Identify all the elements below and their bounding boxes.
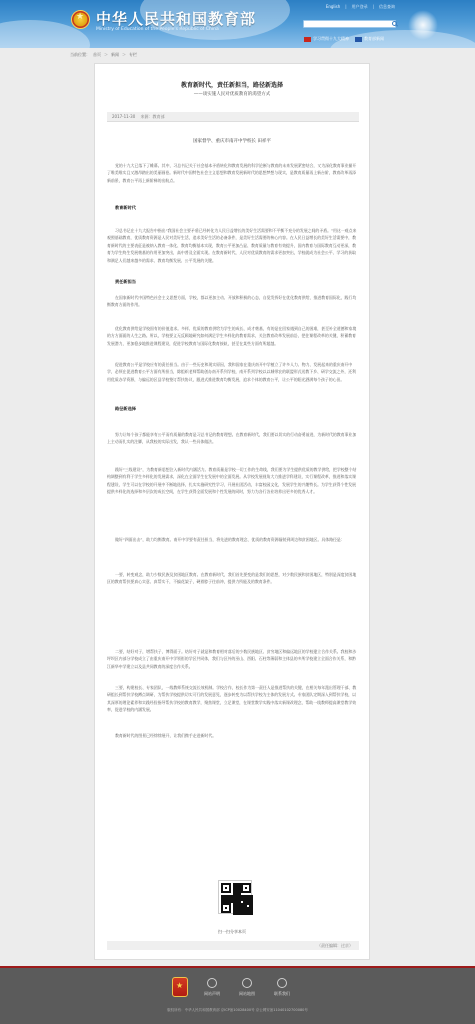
section-heading: 路径新选择 (115, 406, 136, 411)
article-card (94, 63, 370, 960)
article-paragraph: 优化教育供给是学校固有的价值追求。多样、优质的教育供给为学生的成长、成才奠基，有的是在回家遇到自己的困难，甚至补全道德和家境的方方面面的人生之路。所以，学校要义无反顾地研究如何满足学生多样化的教育需求，关注教育改革发展前沿，把住课程改革的关键，积蓄教育发展潜力，更加稳步地推进课程建设，促进学校教育与国际化教育接轨，甚至在某些方面有所超越。 (107, 326, 357, 346)
article-paragraph: 教育新时代的图景已经徐徐展开，让我们携手走进新时代。 (115, 733, 217, 738)
breadcrumb-prefix: 当前位置： (70, 52, 90, 57)
english-link[interactable]: English (325, 4, 341, 9)
article-paragraph: 在国家新时代中国特色社会主义思想方面，学校，都以更加主动、开放和积极的心态，自觉发挥好在优化教育供给，推进教育国际化，践行均衡教育方面的作用。 (107, 295, 357, 308)
user-login-link[interactable]: 用户登录 (351, 4, 368, 9)
publish-date: 2017-11-30 (112, 114, 136, 119)
separator: | (372, 4, 374, 9)
breadcrumb (70, 52, 140, 58)
section-heading: 教育新时代 (115, 205, 136, 210)
search-input[interactable] (303, 20, 396, 28)
article-subtitle: ——谈实施人民对优质教育的渴望方式 (193, 92, 271, 97)
footer-emblem-icon (172, 977, 188, 997)
site-header (0, 0, 475, 48)
flag-icon (304, 37, 311, 42)
qr-module (251, 913, 253, 915)
moe-news-link[interactable] (355, 36, 384, 42)
qr-finder (221, 883, 231, 893)
article-paragraph: 党的十九大已落下了帷幕。其中，习总书记关于社会基本矛盾转化和教育发展的科学论断与教育的未来发展紧密结合，又为深化教育事业描开了唯美唯实且又激昂踏出的美丽画卷。新时代中国特色社会主义思想和教育发展新时代的思想梦想与现实，是教育质量再上新台阶，教育改革再添新前景，教育公平再上新阶梯的出航点。 (107, 163, 357, 183)
breadcrumb-home[interactable]: 首页 (93, 52, 101, 57)
site-subtitle: Ministry of Education of the People's Republic of China (96, 27, 219, 32)
footer-link-contact[interactable]: 联系我们 (274, 991, 290, 996)
breadcrumb-sep: ＞ (104, 52, 108, 57)
responsible-editor: （责任编辑：过京） (107, 941, 359, 950)
breadcrumb-column[interactable]: 专栏 (129, 52, 137, 57)
promo-label: 学习贯彻十九大精神 (313, 36, 349, 41)
dandelion-decoration-icon (408, 10, 438, 40)
article-author: 国家督学、重庆市南开中学校长 田祥平 (193, 139, 271, 144)
promo-label: 教育部新闻 (364, 36, 384, 41)
national-emblem-icon[interactable] (71, 10, 90, 29)
contact-icon[interactable] (277, 978, 287, 988)
footer-link-sitemap[interactable]: 网站地图 (239, 991, 255, 996)
search-icon[interactable] (391, 20, 398, 28)
article-source: 来源：教育部 (140, 114, 165, 119)
article-paragraph: 二要，结好对子，增帮扶子，博得面子。结好对子就是和教育相对落后的少数民族地区、贫穷地区和偏远地区的学校建立合作关系。我校和沙坪坝区内部分学校成立了由重庆南开中学领衔的学区共同体，我们与区外的巫山、酉阳、石柱等薄弱和主体县的多所学校建立全面合作关系，和黔江新华中学建立以及县共同教育的深度合作关系。 (107, 649, 357, 669)
article-paragraph: 践好“三线建设”，为教育新思想注入新时代内涵活力。教育质量是学校一切工作的生命线，我们要为学生提供优质的教学供给，把学校整个结构调整到有利于学生多样化的发展需求，深化在全面学生在发展中的全面发展。从学校发展视角大力推进学科建设，实行课程改革，推进和落实课程建设，学生可以在学校的开展中不断地选择，扎实实施研究性学习，开展社团活动，丰富校园文化，发展学生的兴趣特长。为学生获得个性发展提供多样化的选择和多层次的成长空间，在学生获得全面发展和个性发展的同时，努力为各行各业培养出更多的优秀人才。 (107, 467, 357, 495)
copyright: 版权所有：中华人民共和国教育部 京ICP备10028400号 京公网安备11040102700080号 (167, 1008, 308, 1012)
article-paragraph: 习总书记在十九大报告中指出“我国社会主要矛盾已经转化为人民日益增长的美好生活需要和不平衡不充分的发展之间的矛盾。”用这一观点来观照基础教育，优质教育资源是人民对美好生活，追求美好生活的必备条件，是美好生活需要的核心内容。在人民日益增长的美好生活需要中，教育新时代的主要表征是被纳入教育一体化、教育均衡基本实现，教育公平更加凸显、教育质量与教育有效提升，国内教育与国际教育互动更深，教育为学生终生发展奠基的作用更加突出，高中普及全面实现。在教育新时代，人民对优质教育的需求更加突出，学校就成为社会公平、学习的获取和满足人们越来越多的需求、教育均衡发展、公平发展的关键。 (107, 228, 357, 263)
section-heading: 责任新担当 (115, 279, 136, 284)
study-19th-congress-link[interactable] (304, 36, 349, 42)
article-meta (107, 112, 359, 122)
qr-finder (241, 883, 251, 893)
info-query-link[interactable]: 信息查询 (379, 4, 395, 9)
article-paragraph: 做好“四面出击”，助力均衡教育。南开中学要有责任担当，将先进的教育理念、优质的教育资源辐射到周边和贫困地区。具体路径是： (115, 537, 345, 542)
article-paragraph: 努力让每个孩子都能享有公平而有质量的教育是习总书记的教育理想。在教育新时代，我们要以切实的行动奋勇前进，为新时代的教育事业加上主动而扎实的注脚，从我校的实际出发，我认一些具体做法。 (107, 432, 357, 445)
sitemap-icon[interactable] (242, 978, 252, 988)
breadcrumb-news[interactable]: 新闻 (111, 52, 119, 57)
breadcrumb-sep: ＞ (122, 52, 126, 57)
article-paragraph: 促进教育公平是学校应有的责任担当。由于一些历史和现实原因，我和国家在重庆南开中学植立了许多人力、物力、发展起来的重庆南开中学，必须在促进教育公平方面有所担当，除组织老师帮助创办南开系列学校，南开系列学校以以城带农的联盟形式送教下乡、研学交流之外，还利用优质办学资源，与偏远的区县学校签订帮扶协议，跟进式推进教育均衡发展，追求个体的教育公平，让公平的阳光洒满每个孩子的心田。 (107, 362, 356, 382)
news-icon (355, 37, 362, 42)
promo-links (304, 36, 384, 42)
site-footer (0, 968, 475, 1024)
qr-finder (221, 903, 231, 913)
qr-code-icon (218, 880, 252, 914)
site-title[interactable]: 中华人民共和国教育部 (96, 10, 257, 28)
footer-link-statement[interactable]: 网站声明 (204, 991, 220, 996)
article-paragraph: 三要，构建校长、专家团队，一线教师系统交流长效机制。学校合作，校长作为第一责任人是推进帮扶的关键，在相关每年派出管理干部、教研组长到帮扶学校蹲点调研，为帮扶学校提供切实可行的发展意见，逐步转变为以帮扶学校为主体的发展方式。专家团队定期深入到帮扶学校，以其深厚的理论素养和实践经验指导帮扶学校的教育教学，聚焦课堂，立足课堂，在课堂教学实践中落实新课改理念，帮助一线教师提高课堂教学效率，促进学校的内涵发展。 (107, 685, 357, 713)
qr-caption: 扫一扫分享本页 (218, 929, 246, 934)
top-links (326, 4, 395, 10)
article-title: 教育新时代，责任新担当，路径新选择 (180, 82, 283, 89)
statement-icon[interactable] (207, 978, 217, 988)
separator: | (345, 4, 347, 9)
article-paragraph: 一要，转变观念，助力少数民族及贫困地区教育。在教育新时代，我们首先要变的是我们的思想，对少数民族和贫困地区，特别是深度贫困地区的教育帮扶要真心实意、真帮实干，不搞花架子，硬着脖子往前冲，提供力所能及的教育条件。 (107, 572, 357, 585)
